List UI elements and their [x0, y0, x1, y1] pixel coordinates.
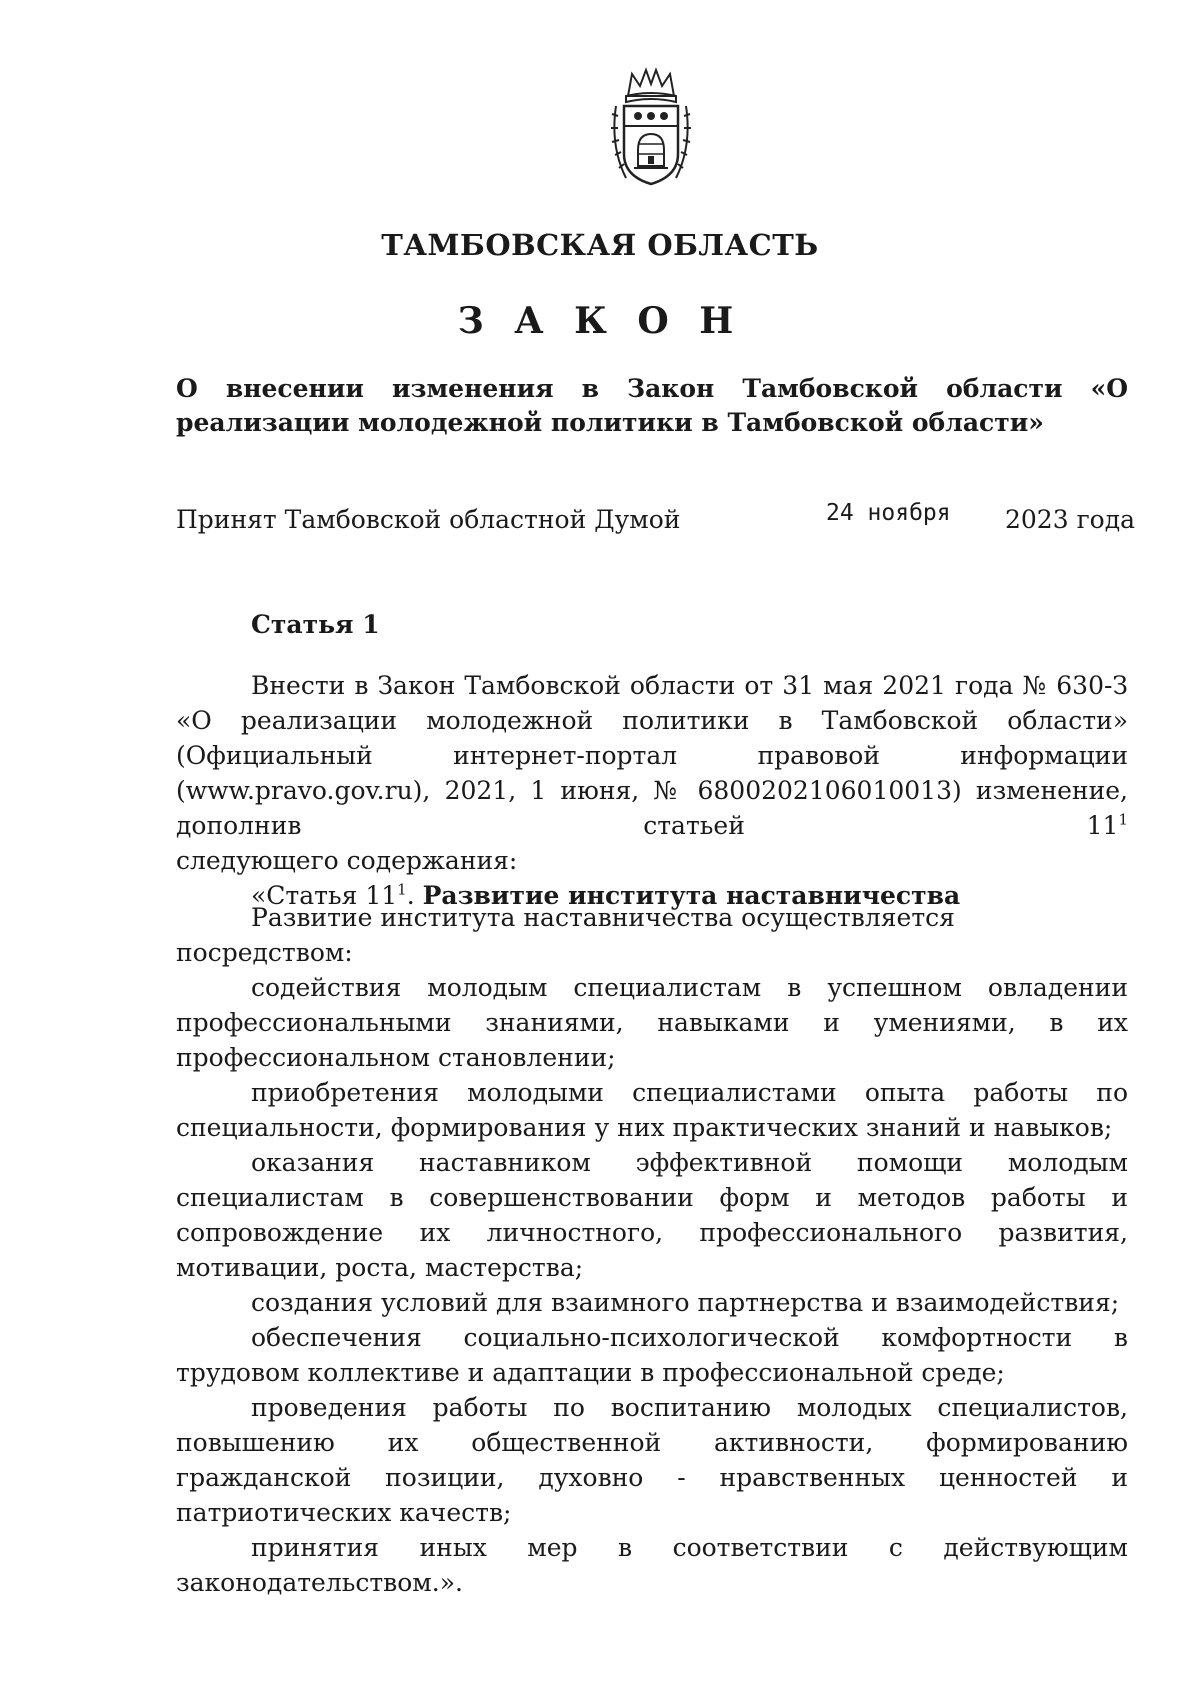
amendment-paragraph [176, 668, 1128, 843]
adoption-day-month: 24 ноября [826, 500, 951, 526]
article-heading: Статья 1 [251, 610, 380, 639]
new-article-dot: . [406, 881, 423, 910]
new-article-prefix: «Статья 11 [251, 881, 398, 910]
list-item: содействия молодым специалистам в успешном овладении профессиональными знаниями, навыками и умениями, в их профессиональном становлении; [176, 973, 1128, 1072]
adoption-text: Принят Тамбовской областной Думой [176, 505, 681, 534]
law-title: О внесении изменения в Закон Тамбовской области «О реализации молодежной политики в Тамбовской области» [176, 374, 1128, 437]
adoption-year: 2023 года [1005, 505, 1136, 534]
list-intro: Развитие института наставничества осуществляется посредством: [176, 903, 955, 967]
new-article-superscript: 1 [397, 880, 407, 899]
list-item: проведения работы по воспитанию молодых специалистов, повышению их общественной активности, формированию гражданской позиции, духовно - нравственных ценностей и патриотических качеств; [176, 1393, 1128, 1527]
amendment-superscript: 1 [1118, 810, 1128, 829]
mentoring-list [176, 900, 1128, 1600]
tambov-coat-of-arms-icon [606, 66, 696, 192]
document-type: З А К О Н [457, 300, 743, 342]
list-item: оказания наставником эффективной помощи молодым специалистам в совершенствовании форм и методов работы и сопровождение их личностного, профессионального развития, мотивации, роста, мастерства; [176, 1148, 1128, 1282]
list-item: принятия иных мер в соответствии с действующим законодательством.». [176, 1533, 1128, 1597]
amendment-continuation: следующего содержания: [176, 846, 518, 875]
list-item: создания условий для взаимного партнерства и взаимодействия; [251, 1288, 1120, 1317]
new-article-title: Развитие института наставничества [422, 881, 961, 910]
amendment-text: Внести в Закон Тамбовской области от 31 мая 2021 года № 630-З «О реализации молодежной политики в Тамбовской области» (Официальный интернет-портал правовой информации (www.pravo.gov.ru), 2021, 1 июня, № 6800202106010013) изменение, дополнив статьей 11 [176, 671, 1128, 840]
region-name: ТАМБОВСКАЯ ОБЛАСТЬ [381, 228, 819, 262]
list-item: обеспечения социально-психологической комфортности в трудовом коллективе и адаптации в профессиональной среде; [176, 1323, 1128, 1387]
list-item: приобретения молодыми специалистами опыта работы по специальности, формирования у них практических знаний и навыков; [176, 1078, 1128, 1142]
article-body [176, 668, 1128, 913]
